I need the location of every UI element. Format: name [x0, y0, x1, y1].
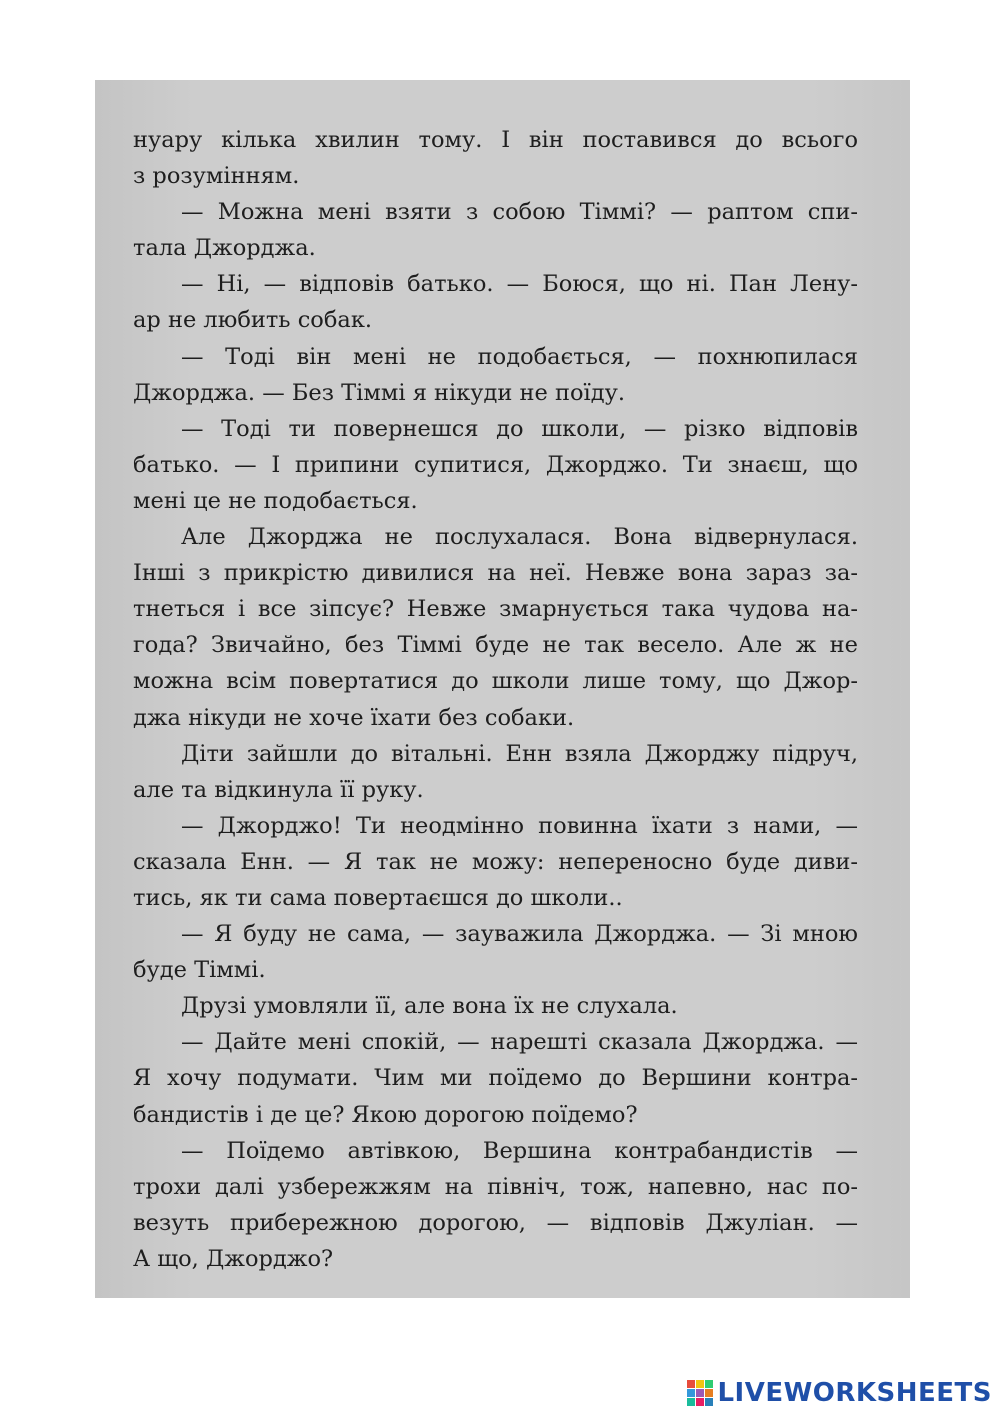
text-line: нуару кілька хвилин тому. І він поставився до всього — [133, 127, 858, 153]
text-line: Друзі умовляли її, але вона їх не слухала. — [181, 993, 678, 1020]
text-line: джа нікуди не хоче їхати без собаки. — [133, 704, 575, 731]
logo-square — [687, 1389, 695, 1397]
text-line: — Поїдемо автівкою, Вершина контрабандистів — — [181, 1137, 858, 1164]
text-line: — Дайте мені спокій, — нарешті сказала Джорджа. — — [181, 1029, 858, 1056]
text-line: буде Тіммі. — [133, 957, 266, 984]
text-line: — Джорджо! Ти неодмінно повинна їхати з нами, — — [181, 812, 858, 839]
text-line: тись, як ти сама повертаєшся до школи.. — [133, 884, 623, 911]
text-line: года? Звичайно, без Тіммі буде не так весело. Але ж не — [133, 632, 858, 659]
logo-square — [696, 1380, 704, 1388]
text-line: везуть прибережною дорогою, — відповів Джуліан. — — [133, 1209, 858, 1236]
logo-square — [687, 1398, 695, 1406]
text-line: — Можна мені взяти з собою Тіммі? — раптом спи- — [181, 199, 858, 226]
text-line: Джорджа. — Без Тіммі я нікуди не поїду. — [133, 379, 625, 406]
logo-square — [687, 1380, 695, 1388]
text-line: Діти зайшли до вітальні. Енн взяла Джорджу підруч, — [181, 740, 858, 767]
liveworksheets-logo-icon — [687, 1380, 713, 1406]
logo-square — [696, 1398, 704, 1406]
text-line: ар не любить собак. — [133, 307, 373, 334]
text-line: Інші з прикрістю дивилися на неї. Невже вона зараз за- — [133, 560, 858, 587]
liveworksheets-logo[interactable] — [687, 1376, 992, 1410]
liveworksheets-logo-text: LIVEWORKSHEETS — [717, 1378, 992, 1408]
text-line: трохи далі узбережжям на північ, тож, напевно, нас по- — [133, 1173, 858, 1200]
text-line: — Ні, — відповів батько. — Боюся, що ні. Пан Лену- — [181, 271, 858, 298]
text-line: тала Джорджа. — [133, 235, 316, 262]
text-line: але та відкинула її руку. — [133, 776, 424, 803]
text-line: бандистів і де це? Якою дорогою поїдемо? — [133, 1101, 638, 1128]
logo-square — [705, 1398, 713, 1406]
text-line: батько. — І припини супитися, Джорджо. Ти знаєш, що — [133, 451, 858, 478]
text-line: мені це не подобається. — [133, 487, 418, 514]
text-line: з розумінням. — [133, 163, 300, 190]
text-line: Але Джорджа не послухалася. Вона відвернулася. — [181, 524, 858, 551]
logo-square — [705, 1380, 713, 1388]
text-line: сказала Енн. — Я так не можу: непереносно буде диви- — [133, 848, 858, 875]
text-line: Я хочу подумати. Чим ми поїдемо до Вершини контра- — [133, 1065, 858, 1092]
text-line: А що, Джорджо? — [133, 1245, 334, 1272]
text-line: — Тоді він мені не подобається, — похнюпилася — [181, 343, 858, 370]
book-text — [133, 122, 858, 1277]
logo-square — [705, 1389, 713, 1397]
text-line: тнеться і все зіпсує? Невже змарнується така чудова на- — [133, 596, 858, 623]
logo-square — [696, 1389, 704, 1397]
text-line: — Я буду не сама, — зауважила Джорджа. — Зі мною — [181, 921, 858, 948]
text-line: — Тоді ти повернешся до школи, — різко відповів — [181, 415, 858, 442]
text-line: можна всім повертатися до школи лише тому, що Джор- — [133, 668, 858, 695]
